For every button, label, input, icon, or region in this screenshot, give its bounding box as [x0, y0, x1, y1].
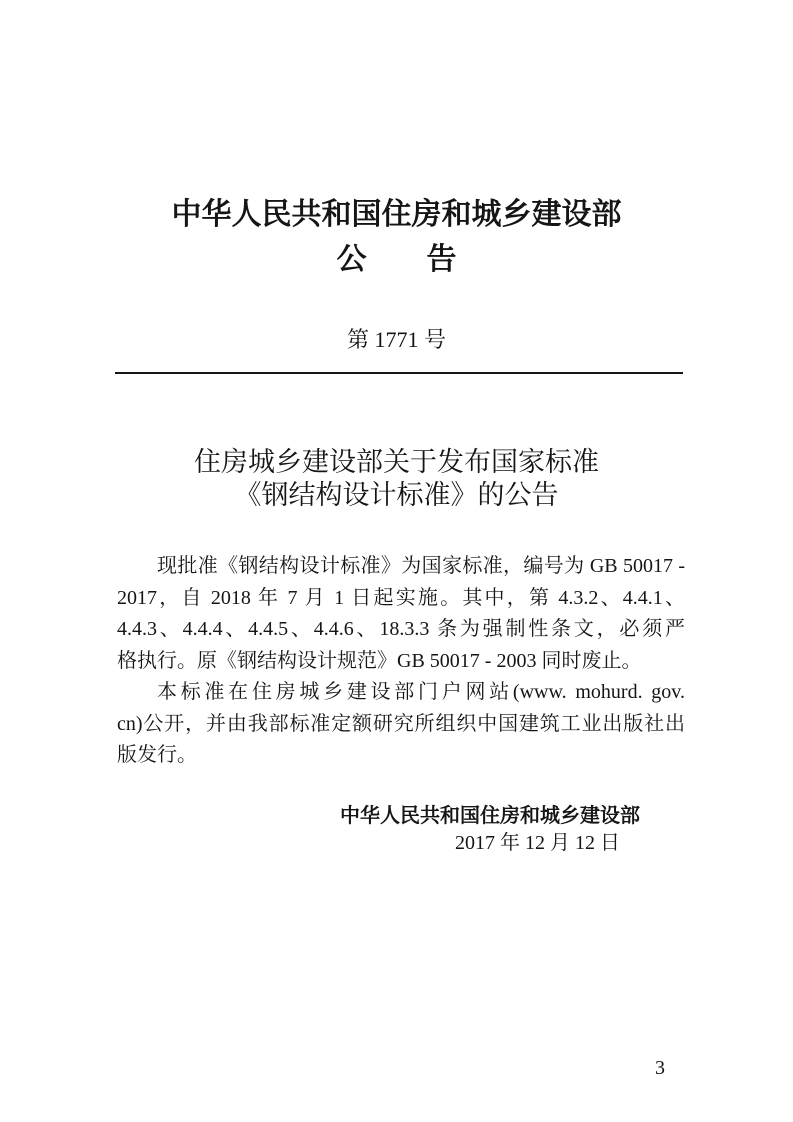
body-paragraph — [117, 551, 685, 677]
header-divider — [115, 372, 683, 374]
issuer-heading: 中华人民共和国住房和城乡建设部 — [171, 198, 622, 231]
page-number: 3 — [655, 1057, 665, 1079]
signature-date: 2017 年 12 月 12 日 — [455, 832, 620, 854]
announcement-body — [117, 551, 685, 772]
body-line: 本标准在住房城乡建设部门户网站(www. mohurd. gov. — [157, 681, 685, 703]
body-line: 版发行。 — [117, 744, 197, 766]
document-number: 第 1771 号 — [346, 327, 446, 352]
body-line: 2017，自 2018 年 7 月 1 日起实施。其中，第 4.3.2、4.4.1、 — [117, 586, 685, 609]
signature-issuer: 中华人民共和国住房和城乡建设部 — [340, 803, 640, 827]
document-type-heading: 公 告 — [336, 243, 457, 276]
body-line: 格执行。原《钢结构设计规范》GB 50017 - 2003 同时废止。 — [117, 649, 642, 672]
body-line: cn)公开，并由我部标准定额研究所组织中国建筑工业出版社出 — [117, 712, 685, 735]
title-line: 住房城乡建设部关于发布国家标准 — [194, 447, 599, 477]
body-line: 现批准《钢结构设计标准》为国家标准，编号为 GB 50017 - — [157, 555, 685, 577]
body-line: 4.4.3、4.4.4、4.4.5、4.4.6、18.3.3 条为强制性条文，必须严 — [117, 618, 685, 640]
body-paragraph — [117, 677, 685, 772]
title-line: 《钢结构设计标准》的公告 — [234, 480, 559, 510]
announcement-title — [0, 446, 793, 512]
